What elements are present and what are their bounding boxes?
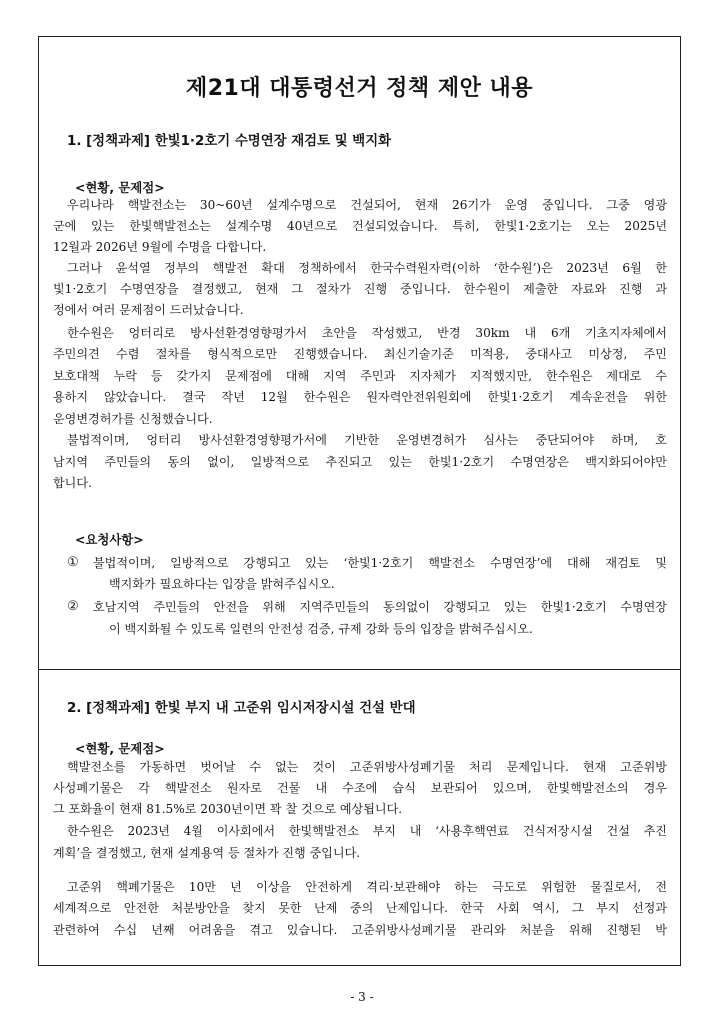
request-line: 백지화가 필요하다는 입장을 밝혀주십시오.	[109, 577, 335, 591]
section2-line: 사성폐기물은 각 핵발전소 원자로 건물 내 수조에 습식 보관되어 있으며, 한빛핵발전소의 경우	[53, 781, 667, 795]
section1-line: 남지역 주민들의 동의 없이, 일방적으로 추진되고 있는 한빛1·2호기 수명연장은 백지화되어야만	[53, 455, 667, 469]
section1-heading: 1. [정책과제] 한빛1·2호기 수명연장 재검토 및 백지화	[67, 134, 392, 149]
section2-line: 고준위 핵폐기물은 10만 년 이상을 안전하게 격리·보관해야 하는 극도로 위험한 물질로서, 전	[67, 880, 667, 894]
section1-request-label: <요청사항>	[75, 532, 144, 547]
document-frame	[38, 36, 681, 966]
section1-line: 한수원은 엉터리로 방사선환경영향평가서 초안을 작성했고, 반경 30km 내 6개 기초지자체에서	[67, 326, 667, 340]
section1-line: 정에서 여러 문제점이 드러났습니다.	[53, 303, 244, 317]
section1-line: 빛1·2호기 수명연장을 결정했고, 현재 그 절차가 진행 중입니다. 한수원이 제출한 자료와 진행 과	[53, 282, 667, 296]
section1-line: 불법적이며, 엉터리 방사선환경영향평가서에 기반한 운영변경허가 심사는 중단되어야 하며, 호	[67, 433, 667, 447]
request-line: 불법적이며, 일방적으로 강행되고 있는 ‘한빛1·2호기 핵발전소 수명연장’에 대해 재검토 및	[93, 556, 667, 570]
section2-heading: 2. [정책과제] 한빛 부지 내 고준위 임시저장시설 건설 반대	[67, 701, 416, 716]
section1-line: 그러나 윤석열 정부의 핵발전 확대 정책하에서 한국수력원자력(이하 ‘한수원’)은 2023년 6월 한	[67, 261, 667, 275]
section2-status-label: <현황, 문제점>	[75, 741, 165, 756]
request-line: 호남지역 주민들의 안전을 위해 지역주민들의 동의없이 강행되고 있는 한빛1·2호기 수명연장	[93, 600, 667, 614]
section1-line: 합니다.	[53, 476, 92, 490]
section1-line: 용하지 않았습니다. 결국 작년 12월 한수원은 원자력안전위원회에 한빛1·2호기 계속운전을 위한	[53, 390, 667, 404]
section-divider	[39, 669, 680, 670]
section2-line: 한수원은 2023년 4월 이사회에서 한빛핵발전소 부지 내 ‘사용후핵연료 건식저장시설 건설 추진	[67, 824, 667, 838]
section1-status-label: <현황, 문제점>	[75, 180, 165, 195]
section2-line: 그 포화율이 현재 81.5%로 2030년이면 꽉 찰 것으로 예상됩니다.	[53, 802, 403, 816]
section2-line: 계획’을 결정했고, 현재 설계용역 등 절차가 진행 중입니다.	[53, 846, 361, 860]
page-number: - 3 -	[350, 990, 374, 1004]
section2-line: 관련하여 수십 년째 어려움을 겪고 있습니다. 고준위방사성폐기물 관리와 처분을 위해 진행된 박	[53, 923, 667, 937]
section2-line: 세계적으로 안전한 처분방안을 찾지 못한 난제 중의 난제입니다. 한국 사회 역시, 그 부지 선정과	[53, 901, 667, 915]
section2-line: 핵발전소를 가동하면 벗어날 수 없는 것이 고준위방사성폐기물 처리 문제입니다. 현재 고준위방	[67, 760, 667, 774]
section1-line: 운영변경허가를 신청했습니다.	[53, 412, 213, 426]
section1-line: 우리나라 핵발전소는 30~60년 설계수명으로 건설되어, 현재 26기가 운영 중입니다. 그중 영광	[67, 198, 667, 212]
request-line: 이 백지화될 수 있도록 일련의 안전성 검증, 규제 강화 등의 입장을 밝혀주십시오.	[109, 622, 533, 636]
section1-line: 군에 있는 한빛핵발전소는 설계수명 40년으로 건설되었습니다. 특히, 한빛1·2호기는 오는 2025년	[53, 219, 667, 233]
request-marker: ①	[67, 555, 79, 570]
document-title: 제21대 대통령선거 정책 제안 내용	[185, 76, 534, 101]
request-marker: ②	[67, 599, 79, 614]
section1-line: 보호대책 누락 등 갖가지 문제점에 대해 지역 주민과 지자체가 지적했지만, 한수원은 제대로 수	[53, 369, 667, 383]
section1-line: 주민의견 수렴 절차를 형식적으로만 진행했습니다. 최신기술기준 미적용, 중대사고 미상정, 주민	[53, 347, 667, 361]
section1-line: 12월과 2026년 9월에 수명을 다합니다.	[53, 240, 267, 254]
